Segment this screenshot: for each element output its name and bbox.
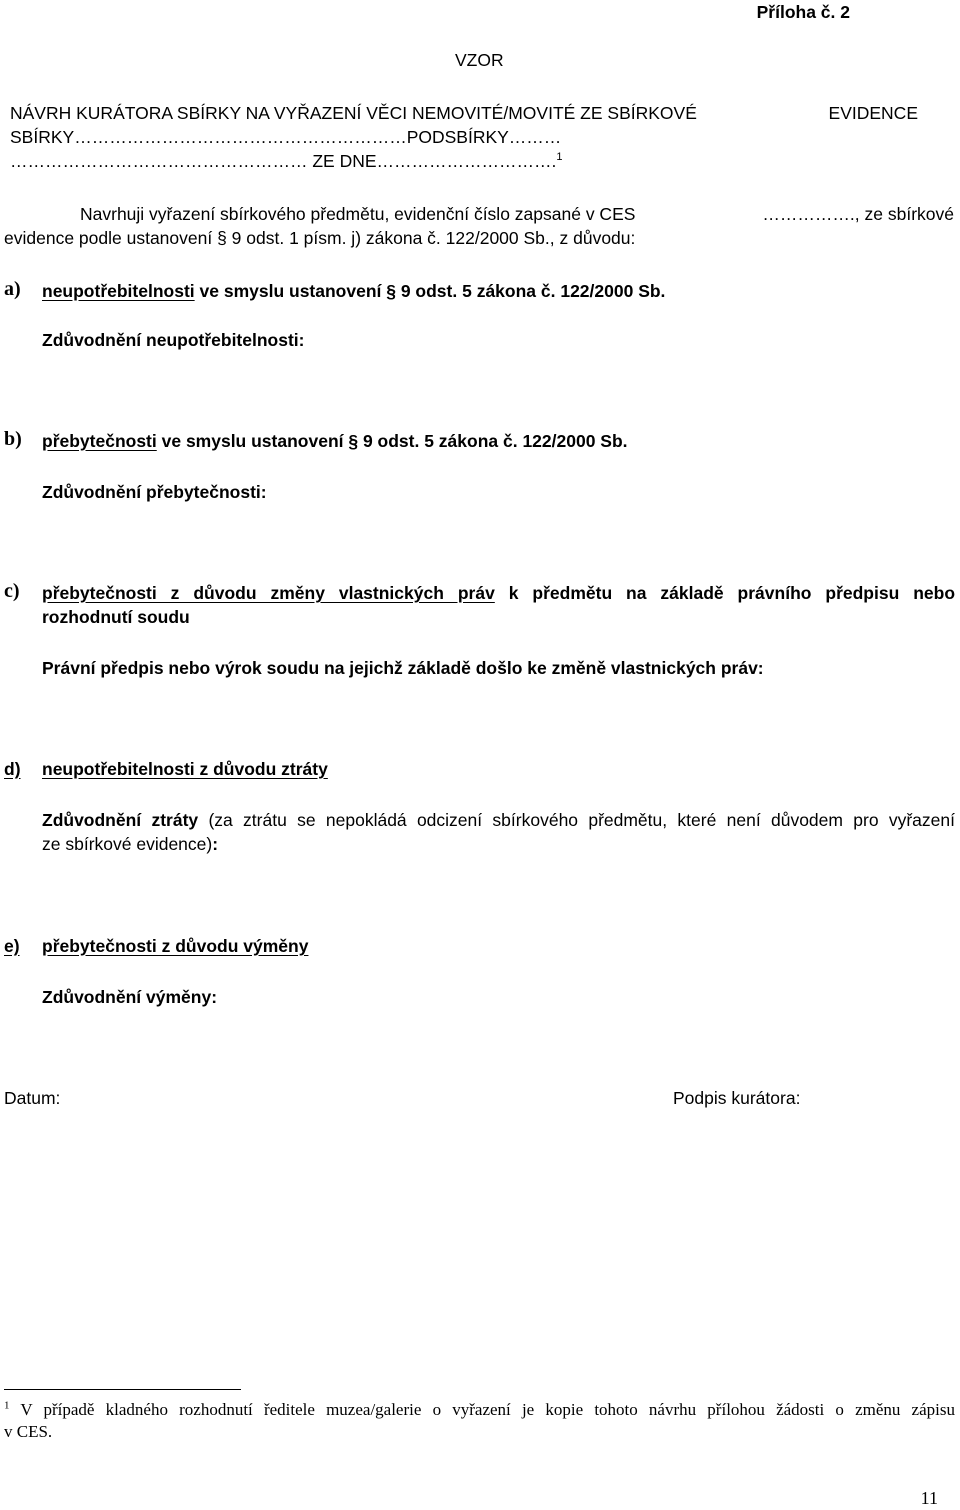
vzor-label: VZOR <box>455 50 504 70</box>
section-d-justification-bold: Zdůvodnění ztráty <box>42 810 199 830</box>
section-d-justification-rest-1: (za ztrátu se nepokládá odcizení sbírkového předmětu, které není důvodem pro vyřazení <box>198 810 955 830</box>
section-b-rest: ve smyslu ustanovení § 9 odst. 5 zákona č. 122/2000 Sb. <box>156 431 628 451</box>
section-a-heading <box>42 279 665 303</box>
section-b-justification: Zdůvodnění přebytečnosti: <box>42 482 267 502</box>
section-d-justification-line-2 <box>42 832 218 856</box>
intro-line-2: evidence podle ustanovení § 9 odst. 1 písm. j) zákona č. 122/2000 Sb., z důvodu: <box>4 228 636 248</box>
footnote-line-2: v CES. <box>4 1422 53 1441</box>
section-c-letter: c) <box>4 580 20 602</box>
footnote-text-1: V případě kladného rozhodnutí ředitele muzea/galerie o vyřazení je kopie tohoto návrhu přílohou žádosti o změnu zápisu <box>9 1400 955 1419</box>
title-line-3 <box>10 149 563 173</box>
attachment-label: Příloha č. 2 <box>756 2 850 22</box>
section-c-justification: Právní předpis nebo výrok soudu na jejichž základě došlo ke změně vlastnických práv: <box>42 658 764 678</box>
intro-line-1-left: Navrhuji vyřazení sbírkového předmětu, evidenční číslo zapsané v CES <box>80 204 636 224</box>
title-footnote-mark: 1 <box>556 151 563 164</box>
title-line-1-left: NÁVRH KURÁTORA SBÍRKY NA VYŘAZENÍ VĚCI NEMOVITÉ/MOVITÉ ZE SBÍRKOVÉ <box>10 103 697 123</box>
title-line-1-right: EVIDENCE <box>828 103 918 123</box>
section-a-justification: Zdůvodnění neupotřebitelnosti: <box>42 330 305 350</box>
title-line-3-text: …………………………………………… ZE DNE…………………………. <box>10 151 557 171</box>
section-c-term: přebytečnosti z důvodu změny vlastnických práv <box>42 583 495 603</box>
section-e-justification: Zdůvodnění výměny: <box>42 987 218 1007</box>
section-e-letter: e) <box>4 936 20 956</box>
section-a-term: neupotřebitelnosti <box>42 281 195 301</box>
section-a-rest: ve smyslu ustanovení § 9 odst. 5 zákona č. 122/2000 Sb. <box>194 281 666 301</box>
section-d-justification-colon: : <box>212 834 219 854</box>
section-c-heading-line-2: rozhodnutí soudu <box>42 607 190 627</box>
section-c-rest-line-1: k předmětu na základě právního předpisu nebo <box>494 583 956 603</box>
footnote-number: 1 <box>4 1399 10 1412</box>
section-d-justification-line-1 <box>42 808 955 832</box>
section-d-justification-rest-2: ze sbírkové evidence) <box>42 834 213 854</box>
section-e-term: přebytečnosti z důvodu výměny <box>42 936 309 956</box>
date-label: Datum: <box>4 1088 61 1108</box>
section-d-term: neupotřebitelnosti z důvodu ztráty <box>42 759 328 779</box>
footnote-line-1 <box>4 1398 955 1422</box>
section-a-letter: a) <box>4 278 21 300</box>
section-b-letter: b) <box>4 428 22 450</box>
section-b-heading <box>42 429 628 453</box>
section-b-term: přebytečnosti <box>42 431 157 451</box>
curator-signature-label: Podpis kurátora: <box>673 1088 801 1108</box>
section-d-letter: d) <box>4 759 21 779</box>
page-number: 11 <box>920 1488 938 1508</box>
intro-line-1-right: ……………., ze sbírkové <box>762 204 954 224</box>
title-line-2: SBÍRKY…………………………………………………PODSBÍRKY……… <box>10 127 562 147</box>
section-c-heading-line-1 <box>42 581 955 605</box>
footnote-separator <box>4 1389 241 1390</box>
